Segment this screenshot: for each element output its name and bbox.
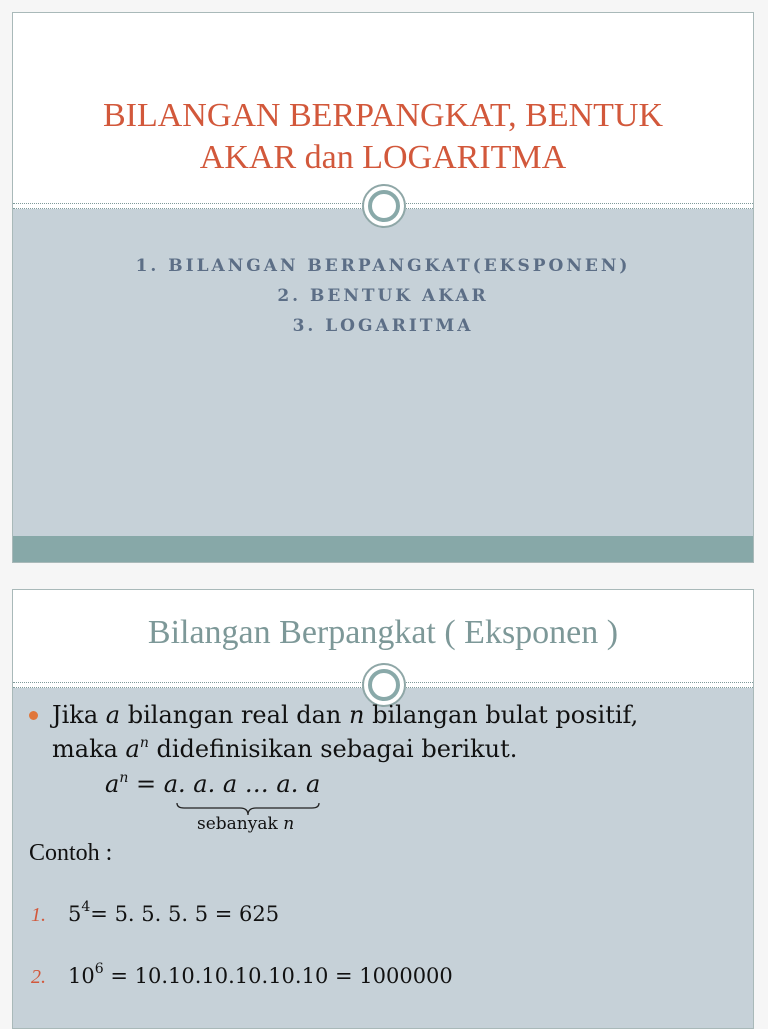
ring-ornament-icon [362, 184, 406, 228]
example-base: 10 [68, 964, 95, 988]
example-item [31, 899, 280, 927]
example-base: 5 [68, 902, 82, 926]
example-exponent: 4 [81, 899, 91, 915]
slide-title: Bilangan Berpangkat ( Eksponen ) [147, 614, 619, 651]
math-variable: a [105, 701, 121, 729]
example-number: 1. [31, 904, 46, 926]
examples-heading: Contoh : [29, 840, 113, 866]
definition-formula [105, 770, 320, 798]
topic-item: 2. BENTUK AKAR [277, 286, 489, 306]
math-variable: n [283, 814, 295, 834]
brace-label-text: sebanyak [197, 814, 284, 834]
bullet-dot-icon [29, 711, 38, 720]
topic-list [13, 251, 753, 341]
footer-band [13, 536, 753, 562]
text-run: bilangan real dan [120, 701, 350, 729]
formula-rhs: = a. a. a … a. a [135, 770, 321, 798]
math-variable: n [349, 701, 365, 729]
slide-title: BILANGAN BERPANGKAT, BENTUK AKAR dan LOGARITMA [102, 97, 664, 176]
formula-exponent: n [119, 770, 129, 786]
topic-item: 1. BILANGAN BERPANGKAT(EKSPONEN) [135, 256, 631, 276]
text-run: Jika [52, 701, 106, 729]
example-expression: = 10.10.10.10.10.10 = 1000000 [103, 964, 453, 988]
example-exponent: 6 [94, 961, 104, 977]
topic-item: 3. LOGARITMA [292, 316, 474, 336]
math-exponent: n [139, 735, 149, 751]
brace-label [197, 814, 294, 834]
title-slide [12, 12, 754, 563]
text-run: maka [52, 735, 126, 763]
math-variable: a [125, 735, 140, 763]
text-run: didefinisikan sebagai berikut. [148, 735, 518, 763]
text-run: bilangan bulat positif, [364, 701, 639, 729]
example-number: 2. [31, 966, 46, 988]
example-expression: = 5. 5. 5. 5 = 625 [90, 902, 280, 926]
bullet-text [52, 698, 732, 766]
content-slide [12, 589, 754, 1029]
example-item [31, 961, 453, 989]
formula-lhs: a [105, 770, 120, 798]
